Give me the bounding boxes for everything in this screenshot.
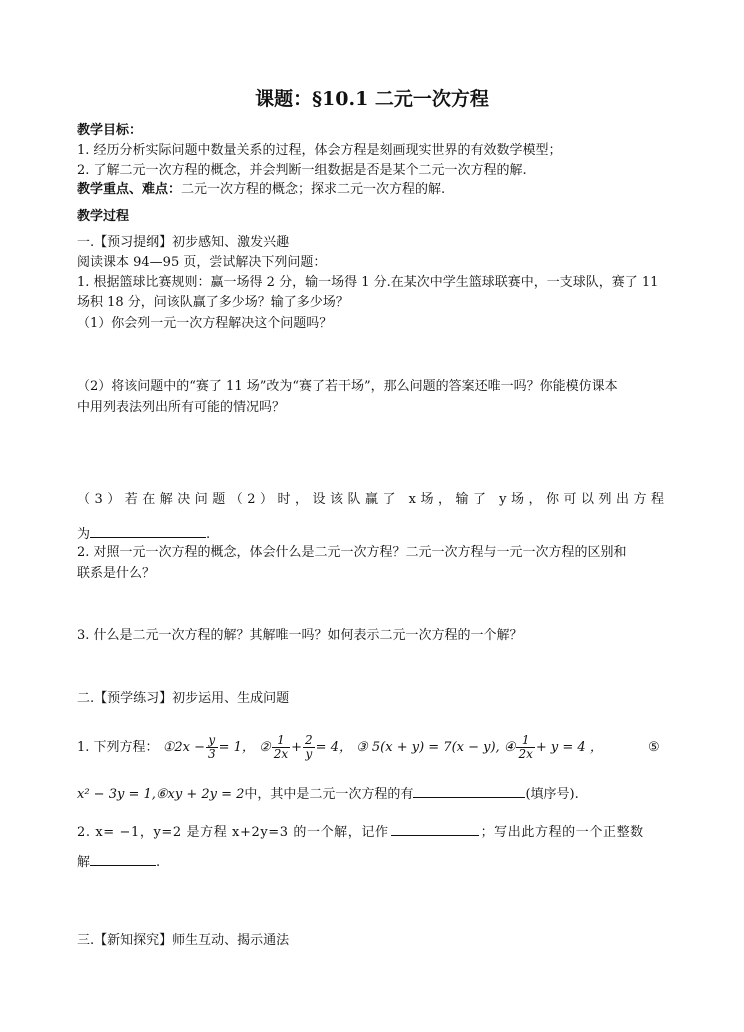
- section3-heading: 三.【新知探究】师生互动、揭示通法: [77, 933, 290, 948]
- answer-blank-solution[interactable]: [90, 852, 156, 866]
- exercise1-suffix: (填序号).: [525, 787, 579, 802]
- equation-5-marker: ⑤: [648, 740, 660, 755]
- exercise1-prefix: 1. 下列方程：: [77, 740, 159, 755]
- equation-5: x² − 3y = 1,: [77, 787, 156, 802]
- equation-1-fraction: $\frac{y}{3}$: [207, 733, 216, 761]
- section1-heading: 一.【预习提纲】初步感知、激发兴趣: [77, 235, 290, 250]
- question1-line2: 场积 18 分，问该队赢了多少场？输了多少场？: [77, 295, 349, 310]
- question1-sub2-line1: （2）将该问题中的“赛了 11 场”改为“赛了若干场”，那么问题的答案还唯一吗？你能模仿课本: [77, 379, 618, 394]
- question1-sub3-line2: [77, 524, 210, 543]
- exercise2-text-suffix: ；写出此方程的一个正整数: [480, 825, 644, 840]
- section2-heading: 二.【预学练习】初步运用、生成问题: [77, 691, 290, 706]
- objective-item-2: 2. 了解二元一次方程的概念，并会判断一组数据是否是某个二元一次方程的解.: [77, 163, 527, 178]
- equation-1: ①2x − $\frac{y}{3}$ = 1，: [162, 733, 255, 761]
- answer-blank-equation[interactable]: [90, 524, 206, 538]
- answer-blank-equations[interactable]: [413, 784, 525, 798]
- objectives-heading: 教学目标：: [77, 123, 143, 138]
- exercise2-line2: [77, 852, 160, 871]
- question1-line1: 1. 根据篮球比赛规则：赢一场得 2 分，输一场得 1 分.在某次中学生篮球联赛中，一支球队，赛了 11: [77, 275, 659, 290]
- question1-sub3-line1: （3）若在解决问题（2）时，设该队赢了 x场，输了 y场，你可以列出方程: [77, 492, 669, 507]
- exercise1-question-text: 中，其中是二元一次方程的有: [244, 787, 414, 802]
- question1-sub3-prefix: 为: [77, 527, 91, 542]
- page-title: 课题：§10.1 二元一次方程: [255, 88, 489, 110]
- exercise2-text: 2. x= −1，y=2 是方程 x+2y=3 的一个解，记作: [77, 825, 389, 840]
- question2-line1: 2. 对照一元一次方程的概念，体会什么是二元一次方程？二元一次方程与一元一次方程的区别和: [77, 545, 627, 560]
- exercise2-line2-prefix: 解: [77, 855, 91, 870]
- question1-sub1: （1）你会列一元一次方程解决这个问题吗？: [77, 316, 333, 331]
- equation-2-fraction-2: $\frac{2}{y}$: [305, 733, 313, 761]
- question2-line2: 联系是什么？: [77, 566, 156, 581]
- exercise2-line1: [77, 822, 644, 841]
- question3: 3. 什么是二元一次方程的解？其解唯一吗？如何表示二元一次方程的一个解？: [77, 628, 523, 643]
- exercise2-line2-suffix: .: [156, 855, 161, 870]
- exercise1-line1: [77, 730, 603, 766]
- question1-sub2-line2: 中用列表法列出所有可能的情况吗？: [77, 400, 286, 415]
- key-points-text: 二元一次方程的概念；探求二元一次方程的解.: [181, 182, 446, 197]
- equation-6: ⑥xy + 2y = 2: [155, 787, 245, 802]
- process-heading: 教学过程: [77, 209, 130, 224]
- equation-4-fraction: $\frac{1}{2x}$: [518, 733, 533, 761]
- exercise1-line2: [77, 784, 579, 803]
- equation-3: ③ 5(x + y) = 7(x − y),: [356, 740, 500, 755]
- key-points-label: 教学重点、难点：: [77, 182, 182, 197]
- equation-2-fraction-1: $\frac{1}{2x}$: [273, 733, 289, 761]
- key-points: [77, 181, 445, 198]
- section1-intro: 阅读课本 94—95 页，尝试解决下列问题：: [77, 255, 327, 270]
- equation-4: ④ $\frac{1}{2x}$ + y = 4 ，: [503, 733, 603, 761]
- objective-item-1: 1. 经历分析实际问题中数量关系的过程，体会方程是刻画现实世界的有效数学模型；: [77, 143, 562, 158]
- question1-sub3-suffix: .: [206, 527, 211, 542]
- equation-2: ② $\frac{1}{2x}$ + $\frac{2}{y}$ = 4，: [259, 733, 352, 761]
- answer-blank-notation[interactable]: [391, 822, 479, 836]
